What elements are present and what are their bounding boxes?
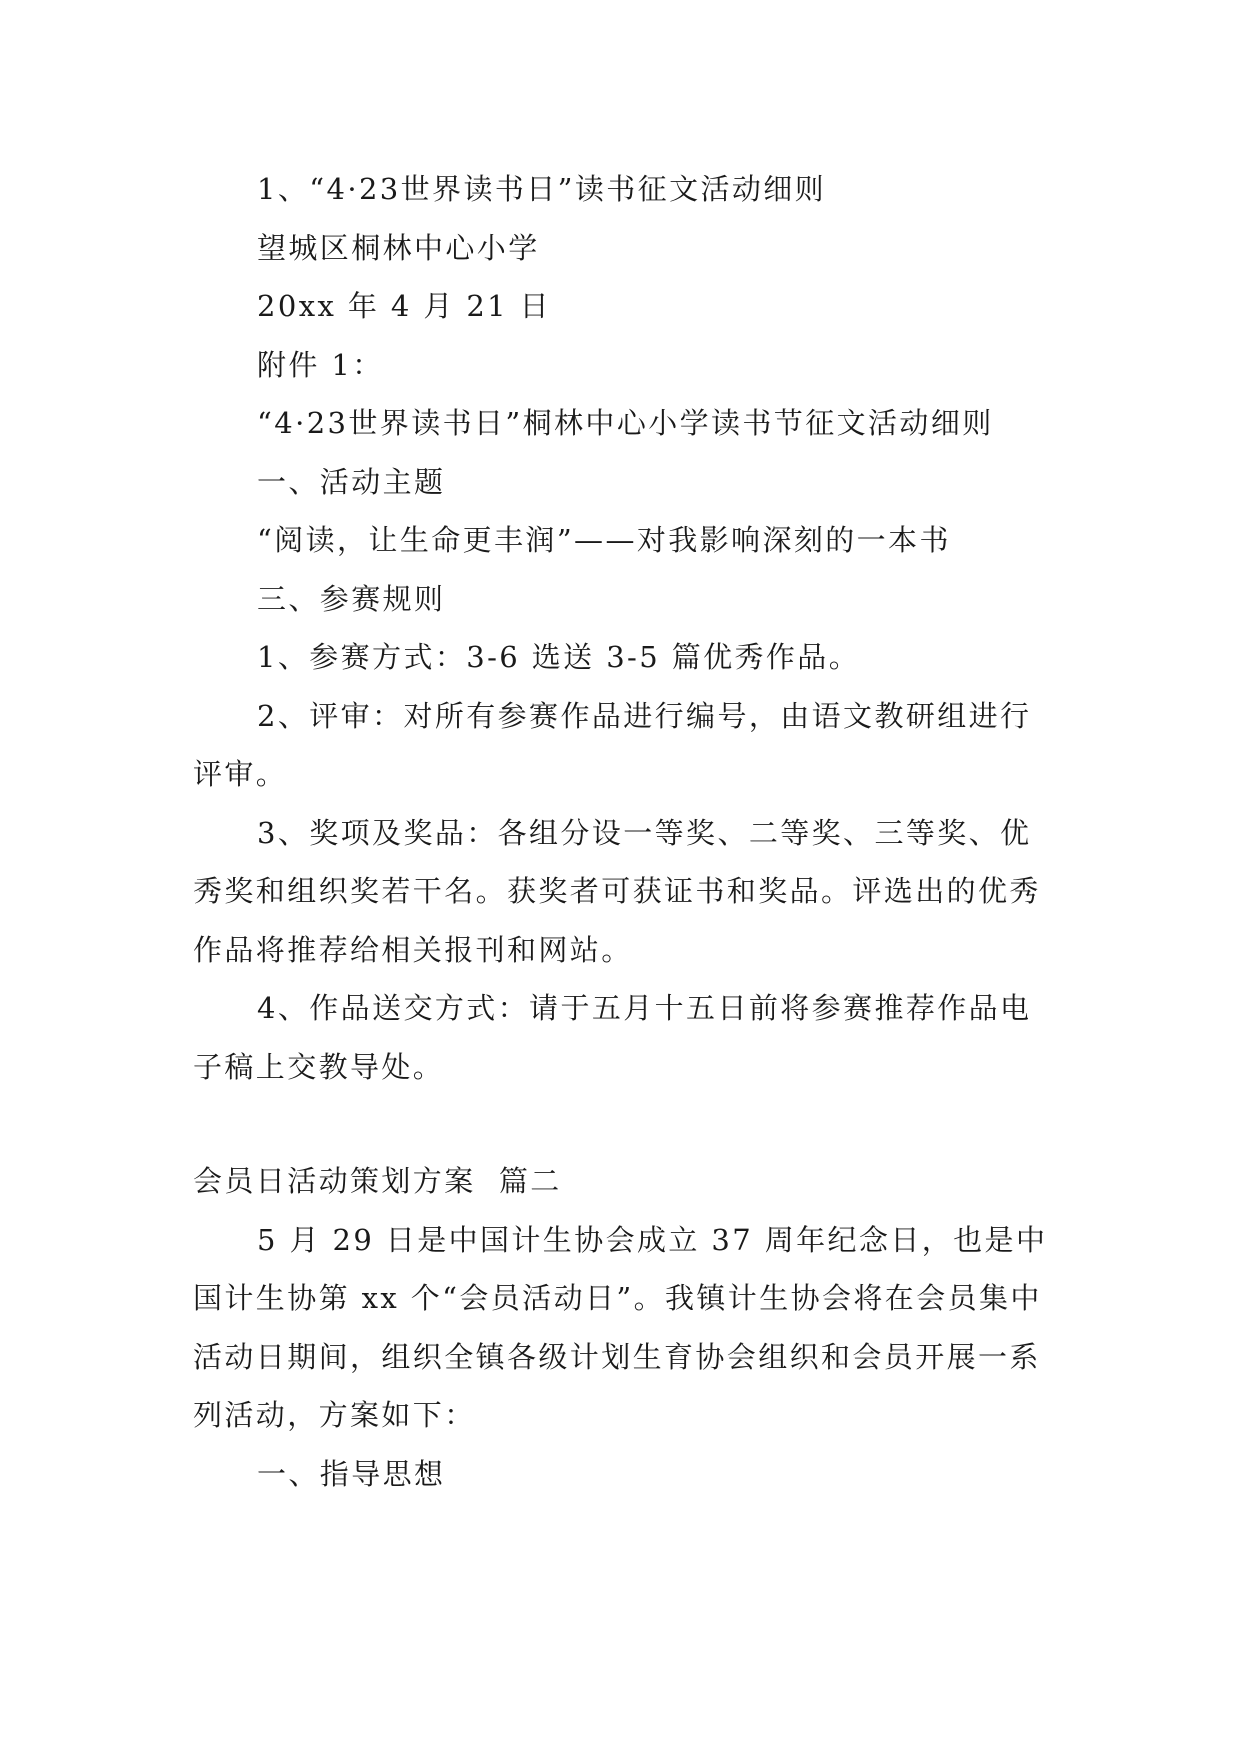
member-day-intro: 5 月 29 日是中国计生协会成立 37 周年纪念日，也是中国计生协第 xx 个“会员活动日”。我镇计生协会将在会员集中活动日期间，组织全镇各级计划生育协会组织和会员开展一系列活动，方案如下：	[193, 1222, 1048, 1432]
guiding-ideology-heading: 一、指导思想	[257, 1456, 446, 1491]
activity-rules-line: 1、“4·23世界读书日”读书征文活动细则	[257, 172, 827, 206]
section-theme-heading: 一、活动主题	[257, 464, 446, 499]
section-spacer	[193, 1096, 1053, 1152]
rule-4: 4、作品送交方式：请于五月十五日前将参赛推荐作品电子稿上交教导处。	[193, 991, 1032, 1084]
document-date: 20xx 年 4 月 21 日	[257, 289, 552, 323]
attachment-title: “4·23世界读书日”桐林中心小学读书节征文活动细则	[257, 406, 994, 440]
rule-3: 3、奖项及奖品：各组分设一等奖、二等奖、三等奖、优秀奖和组织奖若干名。获奖者可获证书和奖品。评选出的优秀作品将推荐给相关报刊和网站。	[193, 815, 1041, 967]
school-name: 望城区桐林中心小学	[257, 230, 540, 265]
rule-2: 2、评审：对所有参赛作品进行编号，由语文教研组进行评审。	[193, 698, 1032, 791]
section-rules-heading: 三、参赛规则	[257, 581, 446, 616]
rule-1: 1、参赛方式：3-6 选送 3-5 篇优秀作品。	[257, 640, 861, 674]
attachment-label: 附件 1：	[257, 347, 384, 382]
section-heading: 会员日活动策划方案 篇二	[193, 1164, 562, 1198]
document-body	[193, 160, 1053, 1503]
theme-text: “阅读，让生命更丰润”——对我影响深刻的一本书	[257, 523, 951, 557]
